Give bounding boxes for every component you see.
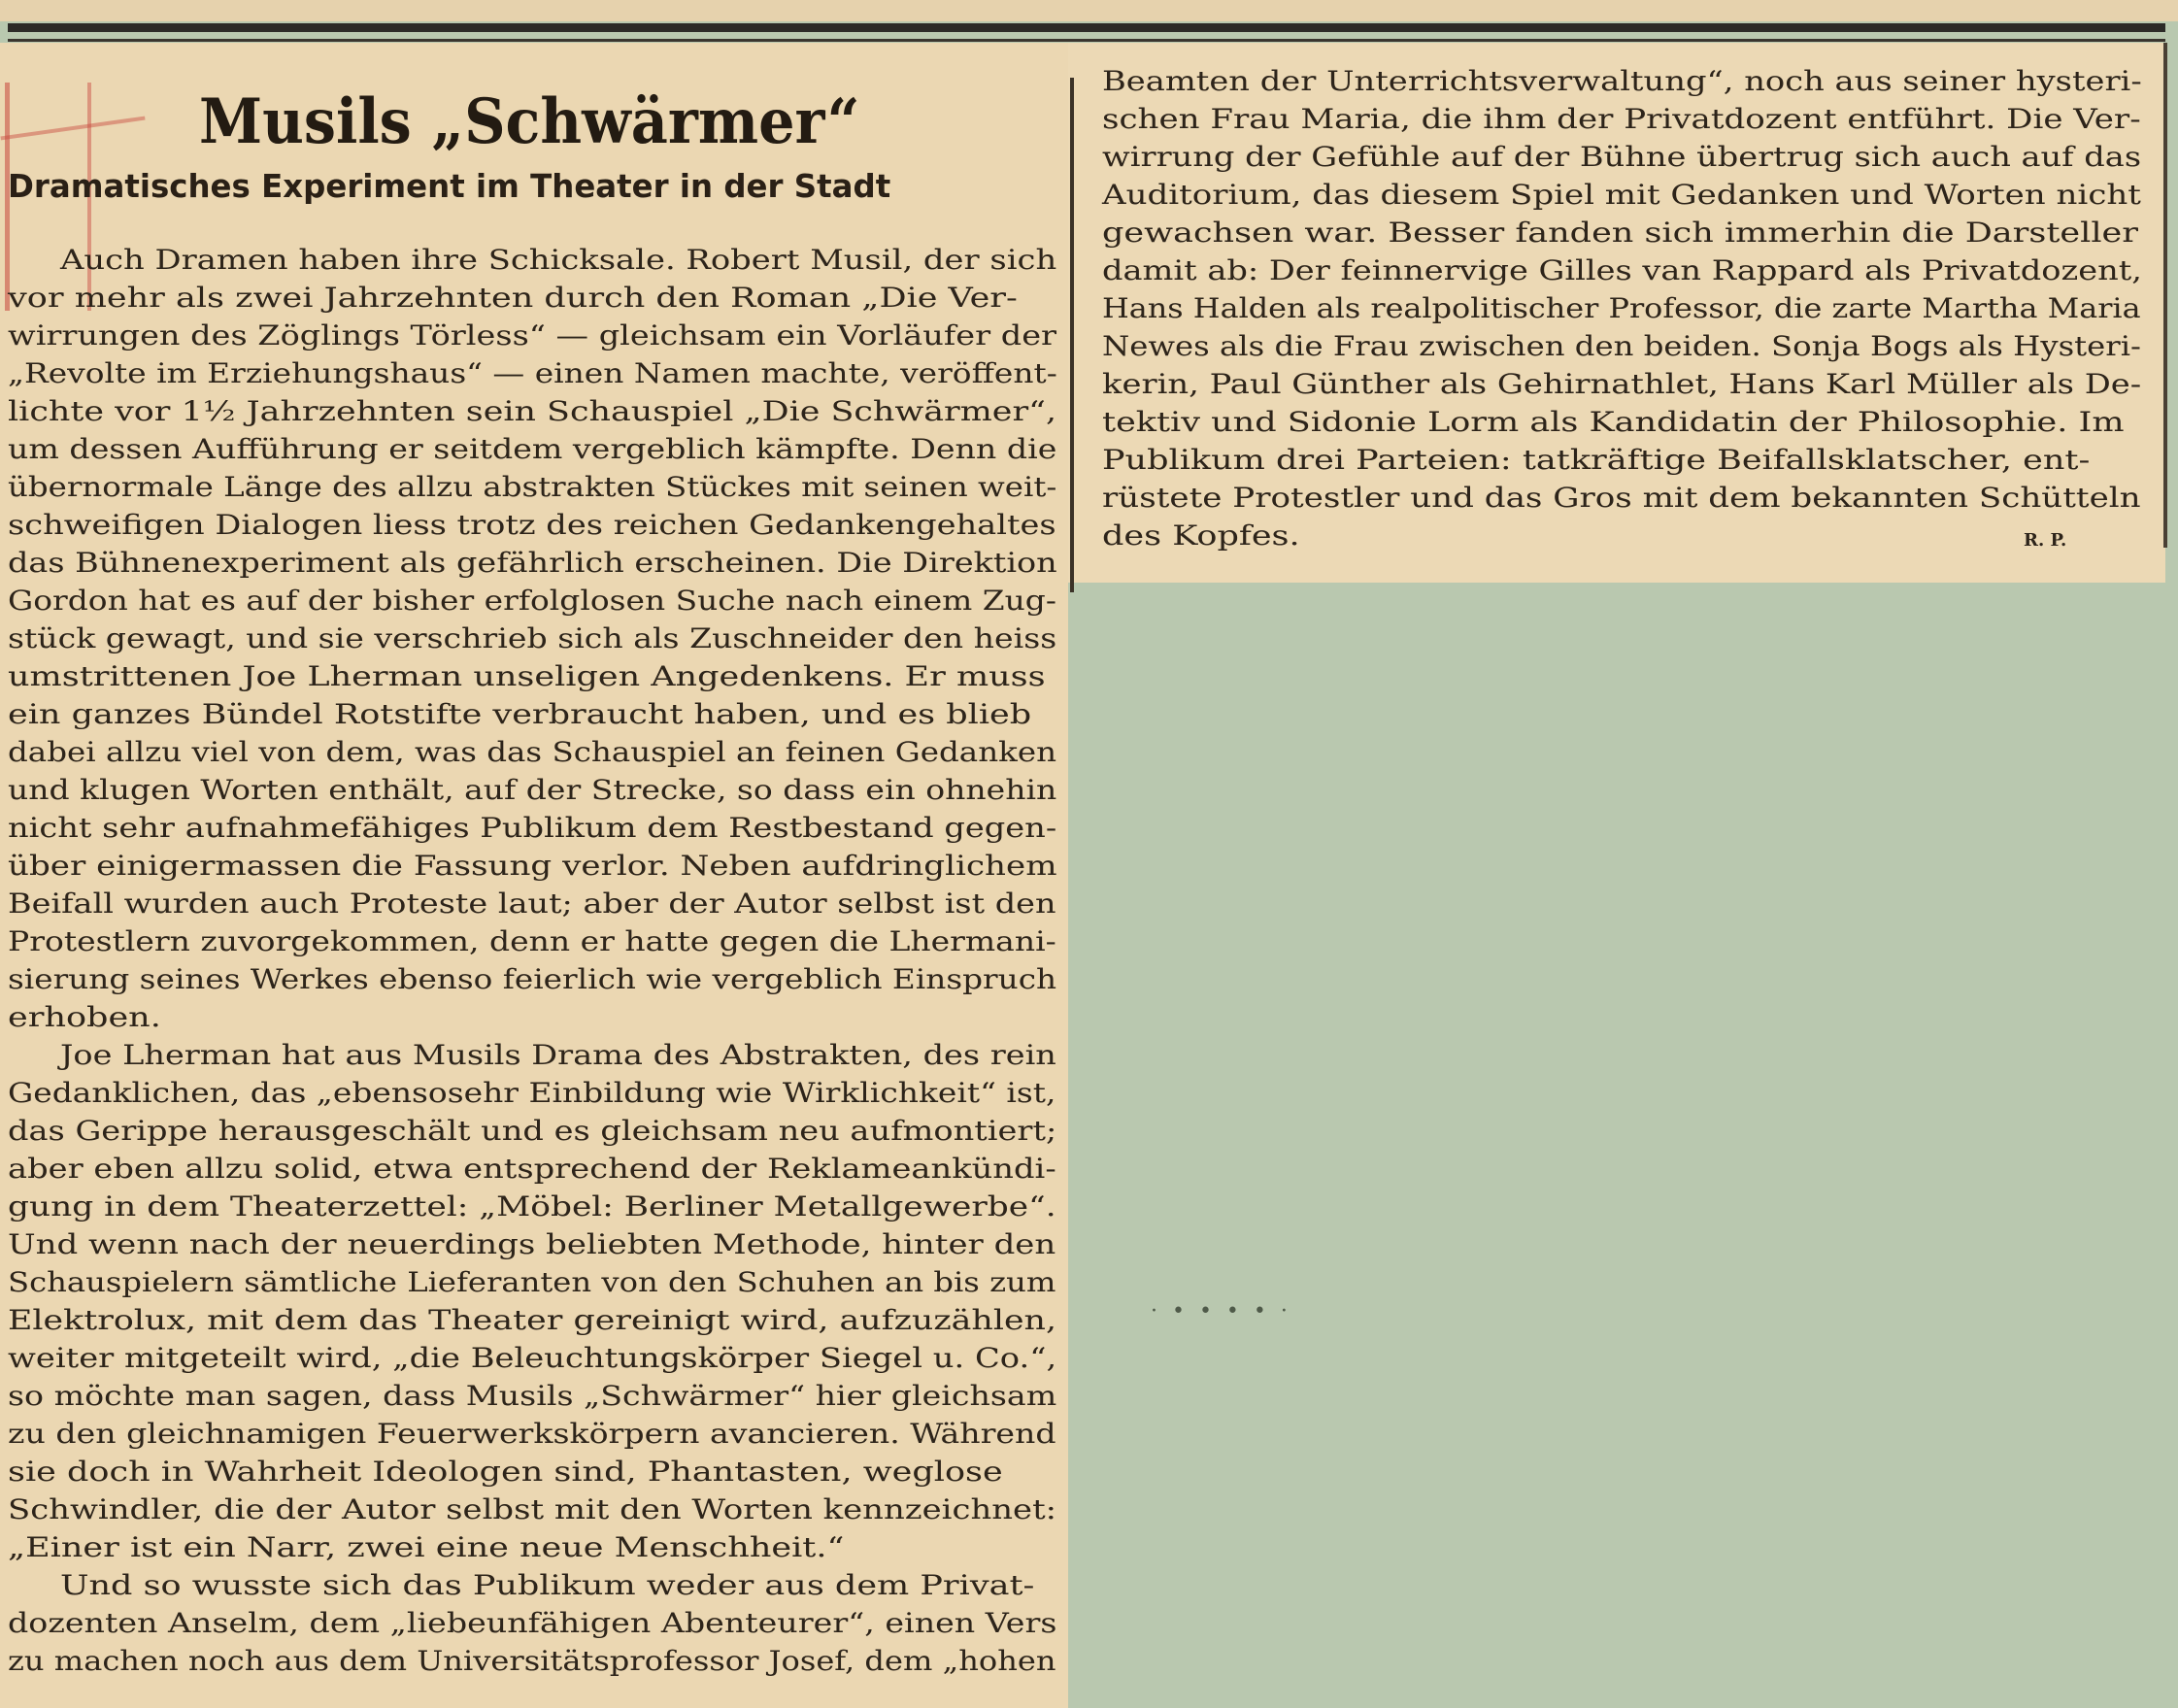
subheadline: Dramatisches Experiment im Theater in der Stadt — [8, 167, 891, 205]
text-line: so möchte man sagen, dass Musils „Schwärmer“ hier gleichsam — [8, 1380, 1057, 1412]
text-line: Newes als die Frau zwischen den beiden. Sonja Bogs als Hysteri- — [1102, 330, 2141, 362]
author-signature: R. P. — [2024, 530, 2067, 551]
text-line: rüstete Protestler und das Gros mit dem bekannten Schütteln — [1102, 482, 2141, 514]
text-line: damit ab: Der feinnervige Gilles van Rappard als Privatdozent, — [1102, 254, 2142, 286]
text-line: Publikum drei Parteien: tatkräftige Beifallsklatscher, ent- — [1102, 444, 2091, 476]
text-line: wirrungen des Zöglings Törless“ — gleichsam ein Vorläufer der — [8, 319, 1057, 352]
text-line: lichte vor 1½ Jahrzehnten sein Schauspiel „Die Schwärmer“, — [8, 395, 1057, 427]
text-line: Schwindler, die der Autor selbst mit den Worten kennzeichnet: — [8, 1493, 1057, 1525]
text-line: dozenten Anselm, dem „liebeunfähigen Abenteurer“, einen Vers — [8, 1607, 1057, 1639]
text-line: zu den gleichnamigen Feuerwerkskörpern avancieren. Während — [8, 1418, 1056, 1450]
text-line: sie doch in Wahrheit Ideologen sind, Phantasten, weglose — [8, 1456, 1003, 1488]
text-line: Und wenn nach der neuerdings beliebten Methode, hinter den — [8, 1228, 1056, 1260]
top-rule-thick — [8, 23, 2165, 32]
text-line: Auch Dramen haben ihre Schicksale. Robert Musil, der sich — [60, 244, 1057, 276]
text-line: des Kopfes. — [1102, 519, 1300, 552]
text-line: Protestlern zuvorgekommen, denn er hatte gegen die Lhermani- — [8, 925, 1056, 957]
text-line: Gedanklichen, das „ebensosehr Einbildung wie Wirklichkeit“ ist, — [8, 1077, 1056, 1109]
text-line: aber eben allzu solid, etwa entsprechend der Reklameankündi- — [8, 1153, 1056, 1185]
text-line: gewachsen war. Besser fanden sich immerhin die Darsteller — [1102, 217, 2138, 249]
text-line: um dessen Aufführung er seitdem vergeblich kämpfte. Denn die — [8, 433, 1057, 465]
text-line: „Einer ist ein Narr, zwei eine neue Menschheit.“ — [8, 1531, 845, 1563]
text-line: wirrung der Gefühle auf der Bühne übertrug sich auch auf das — [1102, 141, 2142, 173]
text-line: Und so wusste sich das Publikum weder aus dem Privat- — [60, 1569, 1035, 1601]
text-line: stück gewagt, und sie verschrieb sich als Zuschneider den heiss — [8, 622, 1057, 654]
clipping-right-edge — [2163, 43, 2167, 548]
text-line: übernormale Länge des allzu abstrakten Stückes mit seinen weit- — [8, 471, 1057, 503]
column-divider — [1070, 78, 1074, 592]
text-line: kerin, Paul Günther als Gehirnathlet, Hans Karl Müller als De- — [1102, 368, 2142, 400]
top-rule-thin — [8, 39, 2165, 42]
text-line: und klugen Worten enthält, auf der Strecke, so dass ein ohnehin — [8, 774, 1057, 806]
text-line: umstrittenen Joe Lherman unseligen Angedenkens. Er muss — [8, 660, 1046, 692]
text-line: dabei allzu viel von dem, was das Schauspiel an feinen Gedanken — [8, 736, 1057, 768]
text-line: schweifigen Dialogen liess trotz des reichen Gedankengehaltes — [8, 509, 1056, 541]
text-line: zu machen noch aus dem Universitätsprofessor Josef, dem „hohen — [8, 1645, 1056, 1677]
text-line: Beamten der Unterrichtsverwaltung“, noch aus seiner hysteri- — [1102, 65, 2142, 97]
text-line: Gordon hat es auf der bisher erfolglosen Suche nach einem Zug- — [8, 585, 1056, 617]
text-line: sierung seines Werkes ebenso feierlich wie vergeblich Einspruch — [8, 963, 1057, 995]
text-line: Hans Halden als realpolitischer Professor, die zarte Martha Maria — [1102, 292, 2141, 324]
text-line: erhoben. — [8, 1001, 161, 1033]
top-paper-strip — [0, 0, 2178, 21]
text-line: schen Frau Maria, die ihm der Privatdozent entführt. Die Ver- — [1102, 103, 2141, 135]
text-line: nicht sehr aufnahmefähiges Publikum dem Restbestand gegen- — [8, 812, 1057, 844]
text-line: Joe Lherman hat aus Musils Drama des Abstrakten, des rein — [60, 1039, 1056, 1071]
text-line: ein ganzes Bündel Rotstifte verbraucht haben, und es blieb — [8, 698, 1032, 730]
headline: Musils „Schwärmer“ — [199, 85, 860, 158]
text-line: Schauspielern sämtliche Lieferanten von den Schuhen an bis zum — [8, 1266, 1056, 1298]
text-line: weiter mitgeteilt wird, „die Beleuchtungskörper Siegel u. Co.“, — [8, 1342, 1057, 1374]
text-line: das Bühnenexperiment als gefährlich erscheinen. Die Direktion — [8, 547, 1057, 579]
text-line: gung in dem Theaterzettel: „Möbel: Berliner Metallgewerbe“. — [8, 1190, 1056, 1222]
specks: · • • • • · — [1151, 1299, 1291, 1323]
text-line: Auditorium, das diesem Spiel mit Gedanken und Worten nicht — [1102, 179, 2141, 211]
text-line: „Revolte im Erziehungshaus“ — einen Namen machte, veröffent- — [8, 357, 1057, 389]
text-line: Elektrolux, mit dem das Theater gereinigt wird, aufzuzählen, — [8, 1304, 1057, 1336]
text-line: das Gerippe herausgeschält und es gleichsam neu aufmontiert; — [8, 1115, 1057, 1147]
text-line: tektiv und Sidonie Lorm als Kandidatin der Philosophie. Im — [1102, 406, 2125, 438]
text-line: vor mehr als zwei Jahrzehnten durch den Roman „Die Ver- — [8, 282, 1018, 314]
text-line: über einigermassen die Fassung verlor. Neben aufdringlichem — [8, 850, 1057, 882]
text-line: Beifall wurden auch Proteste laut; aber der Autor selbst ist den — [8, 887, 1056, 920]
